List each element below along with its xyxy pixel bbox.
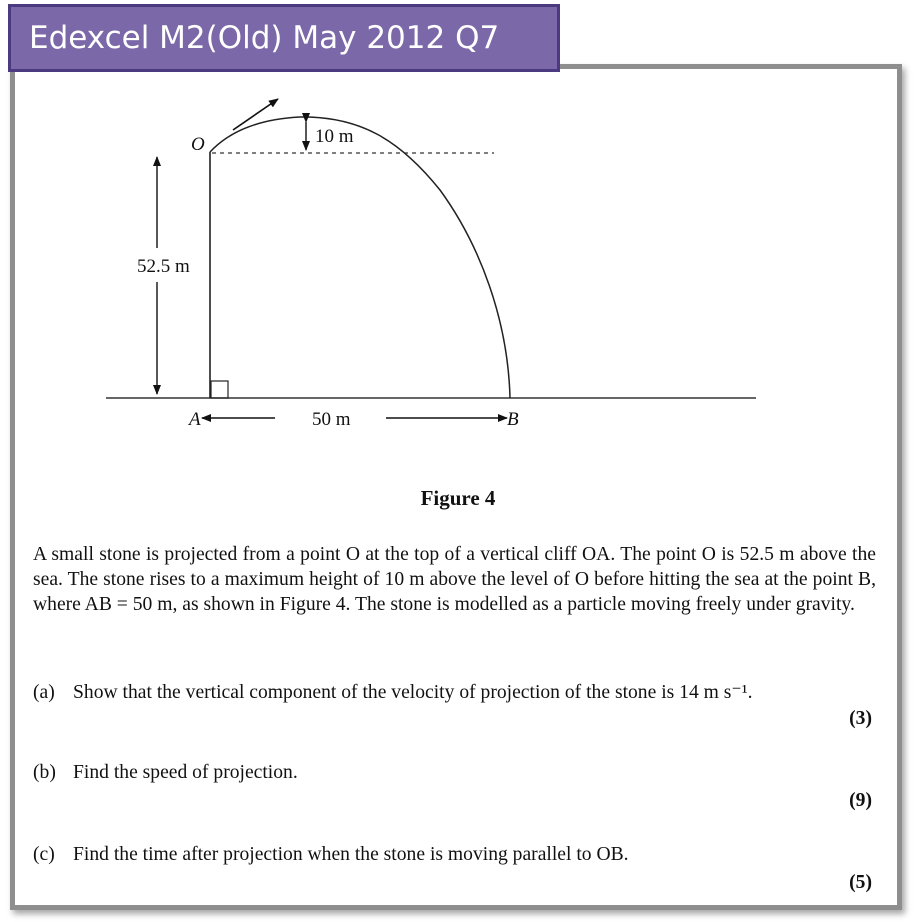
title-banner [8, 4, 560, 72]
question-part-b [33, 762, 298, 784]
part-label: (b) [33, 762, 56, 783]
trajectory-curve [210, 117, 510, 398]
right-angle-marker [211, 381, 228, 398]
label-height: 52.5 m [137, 256, 190, 277]
banner-title: Edexcel M2(Old) May 2012 Q7 [29, 20, 500, 56]
marks-c: (5) [849, 872, 872, 893]
label-rise: 10 m [315, 126, 354, 147]
part-label: (c) [33, 844, 55, 865]
marks-a: (3) [849, 708, 872, 729]
label-O: O [191, 134, 205, 155]
part-text: Find the time after projection when the stone is moving parallel to OB. [73, 844, 629, 865]
question-part-c [33, 844, 629, 866]
label-B: B [507, 409, 519, 430]
part-label: (a) [33, 682, 55, 703]
label-A: A [189, 409, 201, 430]
label-width: 50 m [312, 409, 351, 430]
part-text: Show that the vertical component of the velocity of projection of the stone is 14 m s⁻¹. [73, 682, 753, 703]
figure-caption: Figure 4 [420, 486, 496, 510]
question-intro: A small stone is projected from a point O at the top of a vertical cliff OA. The point O is 52.5 m above the sea. The stone rises to a maximum height of 10 m above the level of O before hitting the sea at the point B, where AB = 50 m, as shown in Figure 4. The stone is modelled as a particle moving freely under gravity. [33, 544, 876, 615]
question-part-a [33, 680, 753, 704]
projection-arrow [233, 99, 278, 130]
marks-b: (9) [849, 790, 872, 811]
part-text: Find the speed of projection. [73, 762, 298, 783]
